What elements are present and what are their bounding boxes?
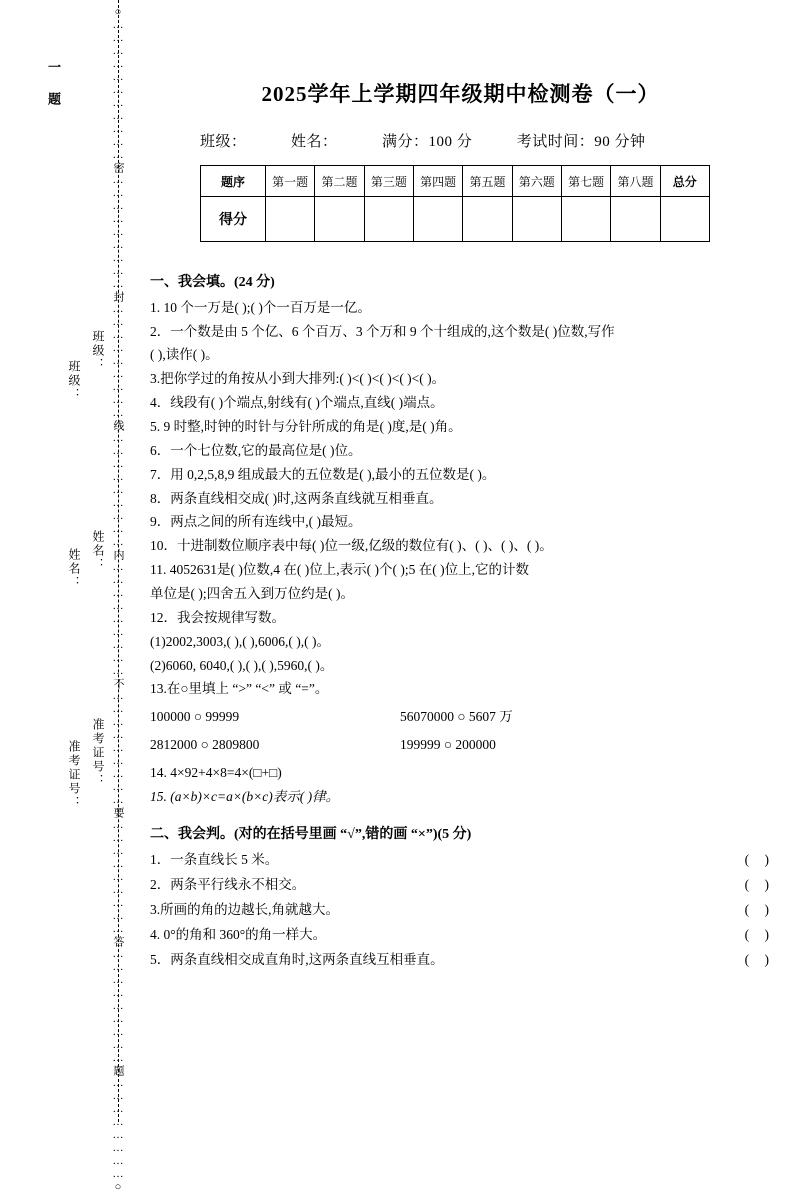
score-table-col-8: 第八题	[611, 166, 660, 197]
tf-item-2-text: 2．两条平行线永不相交。	[150, 877, 306, 893]
score-table-col-2: 第二题	[315, 166, 364, 197]
exam-content	[150, 272, 775, 971]
tf-item-4-answer-box[interactable]: ( )	[744, 926, 775, 942]
compare-row-1	[150, 706, 775, 728]
compare-2-left: 2812000 ○ 2809800	[150, 737, 260, 753]
tf-item-2	[150, 874, 775, 896]
question-1-2a: 2．一个数是由 5 个亿、6 个百万、3 个万和 9 个十组成的,这个数是( )位数,写作	[150, 323, 615, 339]
compare-1-left: 100000 ○ 99999	[150, 709, 240, 725]
score-table-col-1: 第一题	[266, 166, 315, 197]
score-cell-6[interactable]	[512, 197, 561, 242]
score-table-row-label-2: 得分	[201, 197, 266, 242]
score-cell-1[interactable]	[266, 197, 315, 242]
tf-item-3-text: 3.所画的角的边越长,角就越大。	[150, 902, 339, 918]
question-1-5: 5. 9 时整,时钟的时针与分针所成的角是( )度,是( )角。	[150, 418, 462, 434]
score-table	[200, 165, 710, 242]
student-info-line	[200, 130, 793, 151]
seal-strip	[0, 0, 128, 1194]
seal-question-marker: 一 题	[46, 60, 61, 107]
page-title: 2025学年上学期四年级期中检测卷（一）	[261, 82, 660, 106]
score-table-col-5: 第五题	[463, 166, 512, 197]
question-1-2b: ( ),读作( )。	[150, 347, 219, 363]
tf-item-3-answer-box[interactable]: ( )	[744, 902, 775, 918]
score-cell-total[interactable]	[660, 197, 709, 242]
class-label: 班级：	[200, 134, 247, 150]
question-1-11b: 单位是( );四舍五入到万位约是( )。	[150, 585, 354, 601]
seal-dashed-text: ○……………………………密………………………封………………………线………………………内………………………不………………………要………………………答………………………题……………………○	[112, 6, 124, 1194]
score-table-row-label: 题序	[201, 166, 266, 197]
compare-row-2	[150, 734, 775, 756]
question-1-3: 3.把你学过的角按从小到大排列:( )<( )<( )<( )<( )。	[150, 371, 446, 387]
seal-exam-number-label-2: 准考证号：	[67, 740, 81, 810]
tf-item-3	[150, 899, 775, 921]
exam-time-label: 考试时间：90 分钟	[516, 134, 646, 150]
name-label: 姓名：	[291, 134, 338, 150]
score-cell-4[interactable]	[413, 197, 462, 242]
question-1-15: 15. (a×b)×c=a×(b×c)表示( )律。	[150, 788, 340, 804]
score-cell-2[interactable]	[315, 197, 364, 242]
tf-item-5-text: 5．两条直线相交成直角时,这两条直线互相垂直。	[150, 951, 444, 967]
score-table-total-label: 总分	[660, 166, 709, 197]
score-table-col-6: 第六题	[512, 166, 561, 197]
score-table-col-3: 第三题	[364, 166, 413, 197]
tf-item-5	[150, 949, 775, 971]
table-row	[201, 166, 710, 197]
question-1-7: 7．用 0,2,5,8,9 组成最大的五位数是( ),最小的五位数是( )。	[150, 466, 496, 482]
exam-paper	[128, 0, 793, 1122]
compare-2-right: 199999 ○ 200000	[400, 737, 496, 753]
tf-item-4-text: 4. 0°的角和 360°的角一样大。	[150, 926, 327, 942]
seal-name-label: 姓名：	[91, 530, 105, 572]
question-1-6: 6．一个七位数,它的最高位是( )位。	[150, 442, 362, 458]
full-score-label: 满分：100 分	[382, 134, 473, 150]
section-2-heading: 二、我会判。(对的在括号里画 “√”,错的画 “×”)(5 分)	[150, 826, 472, 842]
tf-item-2-answer-box[interactable]: ( )	[744, 877, 775, 893]
compare-1-right: 56070000 ○ 5607 万	[400, 709, 513, 725]
seal-class-label-2: 班级：	[67, 360, 81, 402]
question-1-12-1: (1)2002,3003,( ),( ),6006,( ),( )。	[150, 633, 330, 649]
question-1-14: 14. 4×92+4×8=4×(□+□)	[150, 765, 282, 780]
question-1-8: 8．两条直线相交成( )时,这两条直线就互相垂直。	[150, 490, 443, 506]
section-1-heading: 一、我会填。(24 分)	[150, 275, 275, 290]
question-1-1: 1. 10 个一万是( );( )个一百万是一亿。	[150, 299, 371, 315]
seal-name-label-2: 姓名：	[67, 548, 81, 590]
question-1-4: 4．线段有( )个端点,射线有( )个端点,直线( )端点。	[150, 395, 444, 411]
score-cell-8[interactable]	[611, 197, 660, 242]
question-1-12: 12．我会按规律写数。	[150, 609, 285, 625]
score-cell-5[interactable]	[463, 197, 512, 242]
table-row	[201, 197, 710, 242]
score-cell-7[interactable]	[561, 197, 610, 242]
seal-class-label: 班级：	[91, 330, 105, 372]
score-table-col-4: 第四题	[413, 166, 462, 197]
question-1-9: 9．两点之间的所有连线中,( )最短。	[150, 514, 362, 530]
tf-item-1-text: 1．一条直线长 5 米。	[150, 852, 279, 868]
score-table-col-7: 第七题	[561, 166, 610, 197]
question-1-13: 13.在○里填上 “>” “<” 或 “=”。	[150, 681, 329, 697]
tf-item-1-answer-box[interactable]: ( )	[744, 852, 775, 868]
question-1-10: 10．十进制数位顺序表中每( )位一级,亿级的数位有( )、( )、( )、( )。	[150, 538, 553, 554]
seal-exam-number-label: 准考证号：	[91, 718, 105, 788]
question-1-12-2: (2)6060, 6040,( ),( ),( ),5960,( )。	[150, 657, 334, 673]
question-1-11a: 11. 4052631是( )位数,4 在( )位上,表示( )个( );5 在( )位上,它的计数	[150, 562, 529, 578]
tf-item-4	[150, 924, 775, 946]
tf-item-5-answer-box[interactable]: ( )	[744, 951, 775, 967]
score-cell-3[interactable]	[364, 197, 413, 242]
tf-item-1	[150, 849, 775, 871]
